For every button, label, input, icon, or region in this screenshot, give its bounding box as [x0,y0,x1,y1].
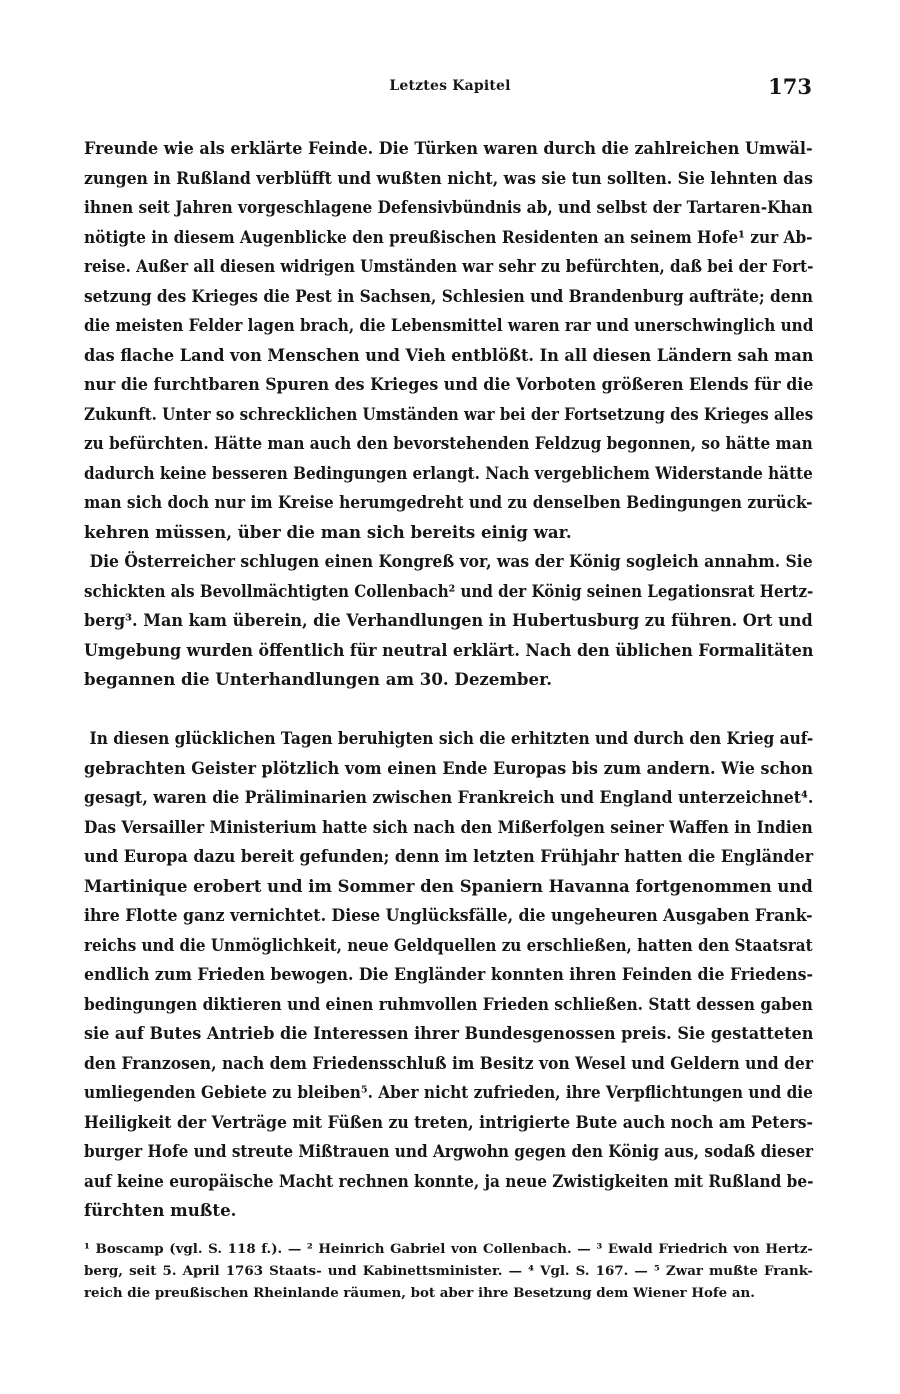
text-line: begannen die Unterhandlungen am 30. Dezember. [84,669,553,689]
text-line: zungen in Rußland verblüfft und wußten nicht, was sie tun sollten. Sie lehnten das [84,167,813,188]
text-line: Umgebung wurden öffentlich für neutral erklärt. Nach den üblichen Formalitäten [84,639,814,660]
section-break [84,695,813,725]
text-line: Das Versailler Ministerium hatte sich nach den Mißerfolgen seiner Waffen in Indien [84,816,813,837]
text-line: Freunde wie als erklärte Feinde. Die Türken waren durch die zahlreichen Umwäl- [84,138,813,158]
text-line: das flache Land von Menschen und Vieh entblößt. In all diesen Ländern sah man [84,344,814,365]
text-line: burger Hofe und streute Mißtrauen und Argwohn gegen den König aus, sodaß dieser [84,1141,814,1161]
text-line: ihre Flotte ganz vernichtet. Diese Unglücksfälle, die ungeheuren Ausgaben Frank- [84,905,813,925]
text-line: reichs und die Unmöglichkeit, neue Geldquellen zu erschließen, hatten den Staatsrat [84,934,813,955]
footnote-line: berg, seit 5. April 1763 Staats- und Kabinettsminister. — ⁴ Vgl. S. 167. — ⁵ Zwar mußte Frank- [84,1263,813,1279]
text-line: die meisten Felder lagen brach, die Lebensmittel waren rar und unerschwinglich und [84,315,814,335]
text-line: Die Österreicher schlugen einen Kongreß vor, was der König sogleich annahm. Sie [89,551,813,571]
text-line: berg³. Man kam überein, die Verhandlungen in Hubertusburg zu führen. Ort und [84,610,813,630]
running-title: Letztes Kapitel [389,78,511,94]
footnotes [84,1238,813,1304]
footnote-line: reich die preußischen Rheinlande räumen, bot aber ihre Besetzung dem Wiener Hofe an. [84,1285,755,1301]
text-line: Heiligkeit der Verträge mit Füßen zu treten, intrigierte Bute auch noch am Peters- [84,1111,814,1132]
text-line: In diesen glücklichen Tagen beruhigten sich die erhitzten und durch den Krieg auf- [89,728,814,748]
text-line: bedingungen diktieren und einen ruhmvollen Frieden schließen. Statt dessen gaben [84,993,813,1014]
text-line: fürchten mußte. [84,1200,237,1220]
paragraph [84,547,813,695]
text-line: man sich doch nur im Kreise herumgedreht und zu denselben Bedingungen zurück- [84,492,813,512]
text-line: Zukunft. Unter so schrecklichen Umständen war bei der Fortsetzung des Krieges alles [84,403,814,424]
text-line: gesagt, waren die Präliminarien zwischen Frankreich und England unterzeichnet⁴. [84,787,814,807]
text-line: schickten als Bevollmächtigten Collenbach² und der König seinen Legationsrat Hertz- [84,580,814,601]
text-line: auf keine europäische Macht rechnen konnte, ja neue Zwistigkeiten mit Rußland be- [84,1170,814,1191]
text-line: den Franzosen, nach dem Friedensschluß im Besitz von Wesel und Geldern und der [84,1052,814,1073]
text-line: umliegenden Gebiete zu bleiben⁵. Aber nicht zufrieden, ihre Verpflichtungen und die [84,1082,813,1102]
page-number: 173 [768,74,812,99]
text-line: ihnen seit Jahren vorgeschlagene Defensivbündnis ab, und selbst der Tartaren-Khan [84,197,813,217]
text-line: Martinique erobert und im Sommer den Spaniern Havanna fortgenommen und [84,875,813,896]
text-line: nötigte in diesem Augenblicke den preußischen Residenten an seinem Hofe¹ zur Ab- [84,226,813,247]
text-line: kehren müssen, über die man sich bereits einig war. [84,521,572,542]
text-line: und Europa dazu bereit gefunden; denn im letzten Frühjahr hatten die Engländer [84,846,814,866]
text-line: sie auf Butes Antrieb die Interessen ihrer Bundesgenossen preis. Sie gestatteten [84,1023,814,1043]
paragraph [84,134,813,547]
text-line: setzung des Krieges die Pest in Sachsen, Schlesien und Brandenburg aufträte; denn [84,285,814,306]
text-line: nur die furchtbaren Spuren des Krieges und die Vorboten größeren Elends für die [84,374,814,394]
text-line: reise. Außer all diesen widrigen Umständen war sehr zu befürchten, daß bei der Fort- [84,256,814,276]
text-line: zu befürchten. Hätte man auch den bevorstehenden Feldzug begonnen, so hätte man [84,433,813,453]
paragraph [84,724,813,1226]
text-line: dadurch keine besseren Bedingungen erlangt. Nach vergeblichem Widerstande hätte [84,462,813,483]
body-text [84,134,813,1226]
footnote-line: ¹ Boscamp (vgl. S. 118 f.). — ² Heinrich Gabriel von Collenbach. — ³ Ewald Friedrich von Hertz- [84,1241,813,1257]
text-line: endlich zum Frieden bewogen. Die Engländer konnten ihren Feinden die Friedens- [84,964,813,984]
text-line: gebrachten Geister plötzlich vom einen Ende Europas bis zum andern. Wie schon [84,757,814,778]
